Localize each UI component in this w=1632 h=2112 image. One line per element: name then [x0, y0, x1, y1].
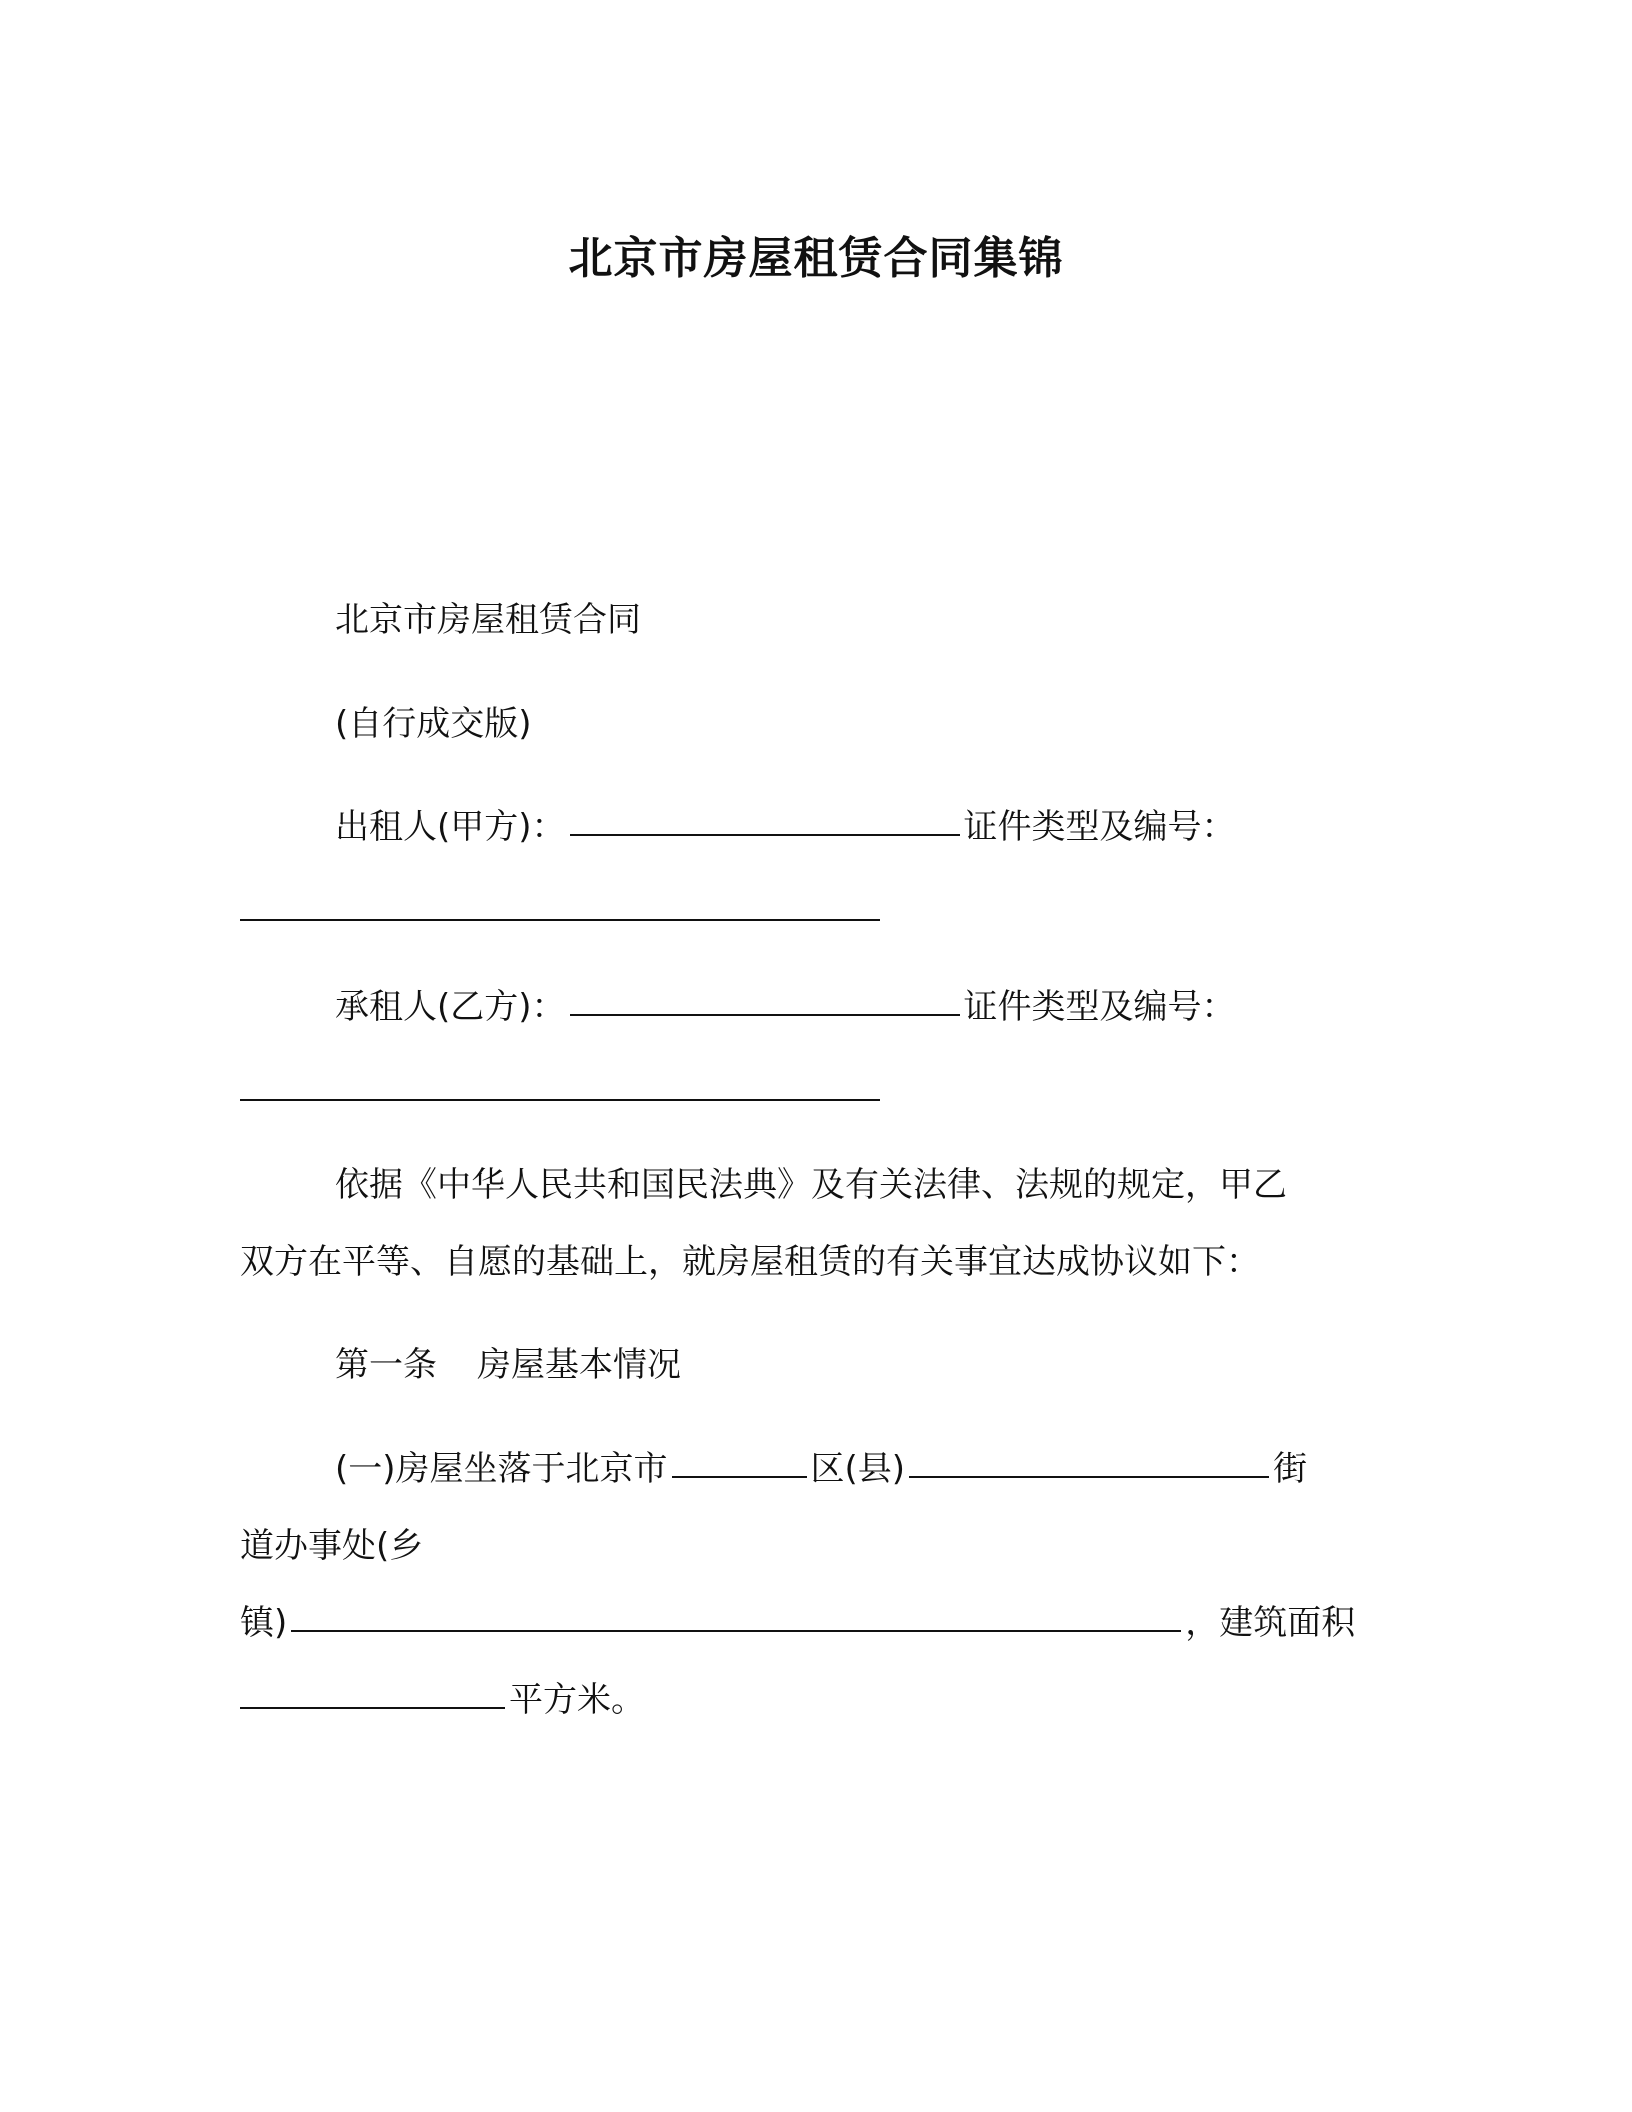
lessor-id-blank[interactable] [240, 919, 880, 921]
preamble-line-1: 依据《中华人民共和国民法典》及有关法律、法规的规定，甲乙 [335, 1165, 1287, 1205]
location-line-4 [240, 1678, 645, 1722]
lessee-id-label: 证件类型及编号： [963, 987, 1236, 1027]
area-unit: 平方米。 [509, 1680, 645, 1720]
district-blank[interactable] [672, 1476, 807, 1478]
area-label: ，建筑面积 [1185, 1603, 1356, 1643]
lessor-label: 出租人(甲方)： [335, 807, 566, 847]
area-blank[interactable] [240, 1707, 505, 1709]
location-line-3 [240, 1601, 1355, 1645]
location-prefix: (一)房屋坐落于北京市 [335, 1449, 668, 1489]
article-number: 第一条 [335, 1345, 437, 1385]
lessor-line [335, 805, 1236, 849]
location-line-1 [335, 1447, 1307, 1491]
contract-edition: (自行成交版) [335, 704, 532, 744]
location-line-2: 道办事处(乡 [240, 1526, 424, 1566]
lessee-id-blank[interactable] [240, 1099, 880, 1101]
article-1-heading [335, 1343, 681, 1387]
preamble-line-2: 双方在平等、自愿的基础上，就房屋租赁的有关事宜达成协议如下： [240, 1242, 1260, 1282]
lessee-label: 承租人(乙方)： [335, 987, 566, 1027]
contract-name: 北京市房屋租赁合同 [335, 600, 641, 640]
lessor-id-label: 证件类型及编号： [963, 807, 1236, 847]
town-blank[interactable] [291, 1630, 1181, 1632]
town-label: 镇) [240, 1603, 288, 1643]
document-title: 北京市房屋租赁合同集锦 [568, 233, 1064, 284]
lessee-id-line [240, 1070, 884, 1114]
lessor-id-line [240, 890, 884, 934]
lessee-name-blank[interactable] [570, 1014, 960, 1016]
street-label: 街 [1273, 1449, 1308, 1489]
lessor-name-blank[interactable] [570, 834, 960, 836]
lessee-line [335, 985, 1236, 1029]
street-blank[interactable] [909, 1476, 1269, 1478]
district-label: 区(县) [810, 1449, 906, 1489]
article-heading: 房屋基本情况 [477, 1345, 681, 1385]
